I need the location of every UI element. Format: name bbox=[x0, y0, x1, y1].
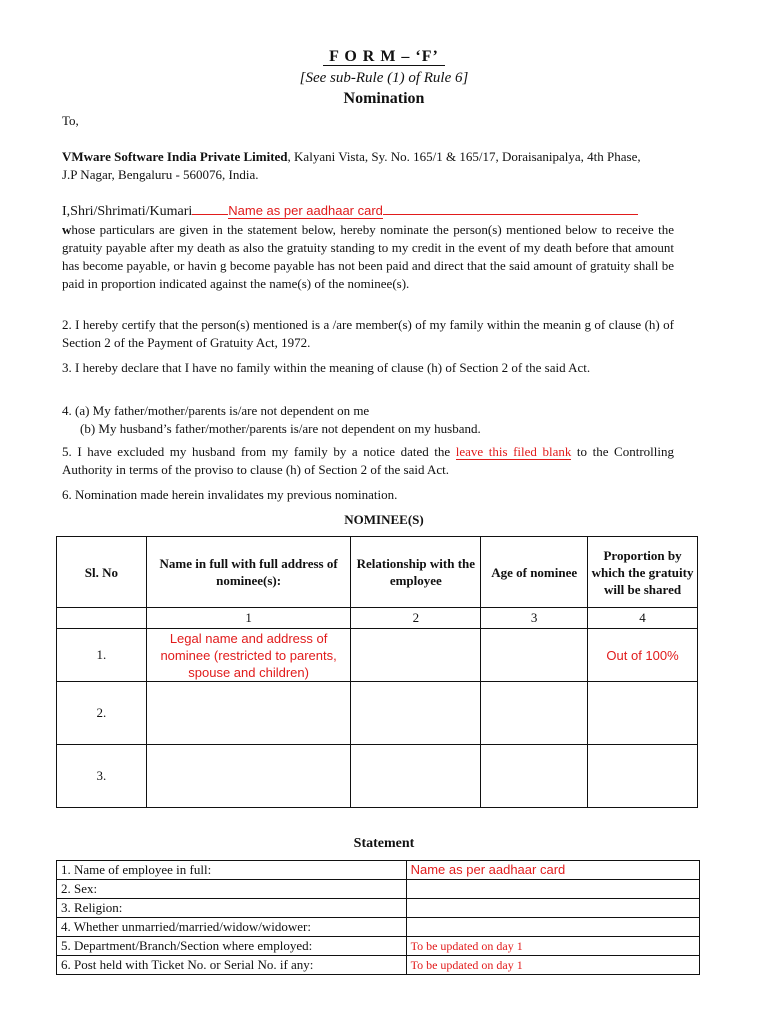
table-row bbox=[57, 956, 700, 975]
column-number: 3 bbox=[481, 608, 588, 629]
declaration-first-letter: w bbox=[62, 222, 72, 237]
clause-5-end: to the Controlling Authority in terms of the proviso to clause (h) of Section 2 of the said Act. bbox=[62, 444, 674, 477]
relationship-cell[interactable] bbox=[351, 629, 481, 682]
proportion-cell[interactable]: Out of 100% bbox=[588, 629, 698, 682]
col-header-age: Age of nominee bbox=[481, 537, 588, 608]
statement-value[interactable]: To be updated on day 1 bbox=[406, 956, 699, 975]
company-address bbox=[62, 148, 674, 184]
statement-heading: Statement bbox=[353, 836, 415, 851]
table-row bbox=[57, 682, 698, 745]
clause-3: 3. I hereby declare that I have no family within the meaning of clause (h) of Section 2 of the said Act. bbox=[62, 360, 591, 375]
table-row bbox=[57, 918, 700, 937]
address-line-2: J.P Nagar, Bengaluru - 560076, India. bbox=[62, 167, 259, 182]
relationship-cell[interactable] bbox=[351, 745, 481, 808]
table-row bbox=[57, 861, 700, 880]
column-number-blank bbox=[57, 608, 147, 629]
nominee-name-cell[interactable] bbox=[146, 682, 351, 745]
table-row bbox=[57, 937, 700, 956]
statement-label: 6. Post held with Ticket No. or Serial No. if any: bbox=[57, 956, 407, 975]
nominee-name-cell[interactable]: Legal name and address of nominee (restricted to parents, spouse and children) bbox=[146, 629, 351, 682]
table-row bbox=[57, 629, 698, 682]
col-header-relationship: Relationship with the employee bbox=[351, 537, 481, 608]
nominees-header-row bbox=[57, 537, 698, 608]
column-number: 2 bbox=[351, 608, 481, 629]
nominees-table bbox=[56, 536, 698, 808]
relationship-cell[interactable] bbox=[351, 682, 481, 745]
statement-value[interactable] bbox=[406, 880, 699, 899]
column-number: 1 bbox=[146, 608, 351, 629]
nominee-name-cell[interactable] bbox=[146, 745, 351, 808]
col-header-sl-no: Sl. No bbox=[57, 537, 147, 608]
column-number-row bbox=[57, 608, 698, 629]
statement-label: 1. Name of employee in full: bbox=[57, 861, 407, 880]
age-cell[interactable] bbox=[481, 629, 588, 682]
name-placeholder: Name as per aadhaar card bbox=[228, 203, 383, 218]
row-sl-no: 2. bbox=[57, 682, 147, 745]
declaration-prefix: I,Shri/Shrimati/Kumari bbox=[62, 204, 193, 219]
declaration-body: hose particulars are given in the statement below, hereby nominate the person(s) mentioned below to receive the gratuity payable after my death as also the gratuity standing to my credit in the event of my death before that amount has become payable, or havin g become payable has not been paid and direct that the said amount of gratuity shall be paid in proportion indicated against the name(s) of the nominee(s). bbox=[62, 222, 674, 291]
clause-4 bbox=[62, 402, 674, 438]
clause-4b: (b) My husband’s father/mother/parents is/are not dependent on my husband. bbox=[80, 421, 481, 436]
table-row bbox=[57, 880, 700, 899]
row-sl-no: 3. bbox=[57, 745, 147, 808]
statement-value[interactable] bbox=[406, 918, 699, 937]
statement-value[interactable]: Name as per aadhaar card bbox=[406, 861, 699, 880]
clause-4a: 4. (a) My father/mother/parents is/are not dependent on me bbox=[62, 403, 370, 418]
company-name: VMware Software India Private Limited bbox=[62, 149, 288, 164]
statement-label: 5. Department/Branch/Section where employed: bbox=[57, 937, 407, 956]
form-title: F O R M – ‘F’ bbox=[0, 48, 768, 66]
col-header-name: Name in full with full address of nominee(s): bbox=[146, 537, 351, 608]
name-blank-left bbox=[192, 202, 228, 215]
subrule-reference: [See sub-Rule (1) of Rule 6] bbox=[299, 70, 469, 86]
column-number: 4 bbox=[588, 608, 698, 629]
statement-value[interactable]: To be updated on day 1 bbox=[406, 937, 699, 956]
statement-label: 4. Whether unmarried/married/widow/widower: bbox=[57, 918, 407, 937]
declaration-paragraph bbox=[62, 202, 674, 293]
salutation: To, bbox=[62, 113, 79, 128]
statement-label: 3. Religion: bbox=[57, 899, 407, 918]
address-line-1: , Kalyani Vista, Sy. No. 165/1 & 165/17, Doraisanipalya, 4th Phase, bbox=[287, 149, 641, 164]
clause-5-blank-note: leave this filed blank bbox=[455, 444, 572, 459]
nominees-heading: NOMINEE(S) bbox=[344, 512, 424, 527]
statement-label: 2. Sex: bbox=[57, 880, 407, 899]
age-cell[interactable] bbox=[481, 682, 588, 745]
row-sl-no: 1. bbox=[57, 629, 147, 682]
table-row bbox=[57, 899, 700, 918]
proportion-cell[interactable] bbox=[588, 745, 698, 808]
table-row bbox=[57, 745, 698, 808]
clause-5-start: 5. I have excluded my husband from my family by a notice dated the bbox=[62, 444, 451, 459]
statement-table bbox=[56, 860, 700, 975]
name-blank-right bbox=[383, 202, 638, 215]
age-cell[interactable] bbox=[481, 745, 588, 808]
clause-5 bbox=[62, 443, 674, 479]
clause-6: 6. Nomination made herein invalidates my previous nomination. bbox=[62, 487, 398, 502]
clause-2: 2. I hereby certify that the person(s) mentioned is a /are member(s) of my family within the meanin g of clause (h) of Section 2 of the Payment of Gratuity Act, 1972. bbox=[62, 317, 674, 350]
page-heading: Nomination bbox=[343, 90, 425, 107]
proportion-cell[interactable] bbox=[588, 682, 698, 745]
col-header-proportion: Proportion by which the gratuity will be shared bbox=[588, 537, 698, 608]
statement-value[interactable] bbox=[406, 899, 699, 918]
